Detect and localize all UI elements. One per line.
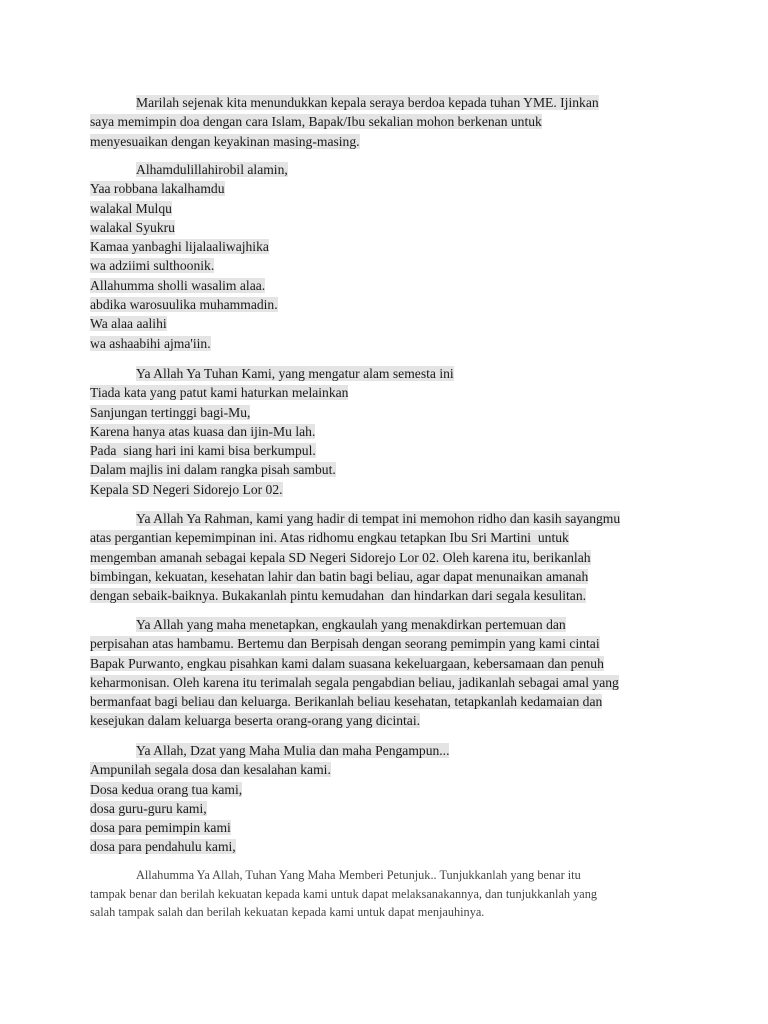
paragraph-line: Dosa kedua orang tua kami, (90, 781, 243, 797)
paragraph-guidance (90, 866, 690, 922)
paragraph-line: mengemban amanah sebagai kepala SD Negeri Sidorejo Lor 02. Oleh karena itu, berikanlah (90, 549, 591, 565)
paragraph-line: perpisahan atas hambamu. Bertemu dan Berpisah dengan seorang pemimpin yang kami cintai (90, 636, 600, 652)
paragraph-line: Ya Allah Ya Rahman, kami yang hadir di tempat ini memohon ridho dan kasih sayangmu (136, 511, 621, 526)
paragraph-line: wa ashaabihi ajma'iin. (90, 335, 211, 351)
paragraph-line: atas pergantian kepemimpinan ini. Atas ridhomu engkau tetapkan Ibu Sri Martini untuk (90, 530, 569, 546)
paragraph-line: Wa alaa aalihi (90, 316, 167, 332)
paragraph-line: bimbingan, kekuatan, kesehatan lahir dan batin bagi beliau, agar dapat menunaikan amanah (90, 568, 589, 584)
paragraph-lord-of-universe (90, 364, 690, 499)
paragraph-line: Ya Allah Ya Tuhan Kami, yang mengatur alam semesta ini (136, 366, 454, 381)
paragraph-line: Kamaa yanbaghi lijalaaliwajhika (90, 239, 269, 255)
paragraph-line: bermanfaat bagi beliau dan keluarga. Berikanlah beliau kesehatan, tetapkanlah kedamaian dan (90, 694, 603, 710)
paragraph-line: Ya Allah, Dzat yang Maha Mulia dan maha Pengampun... (136, 743, 450, 758)
paragraph-line: Allahumma Ya Allah, Tuhan Yang Maha Memberi Petunjuk.. Tunjukkanlah yang benar itu (136, 868, 581, 882)
paragraph-line: Bapak Purwanto, engkau pisahkan kami dalam suasana kekeluargaan, kebersamaan dan penuh (90, 655, 604, 671)
paragraph-line: Marilah sejenak kita menundukkan kepala seraya berdoa kepada tuhan YME. Ijinkan (136, 95, 599, 110)
paragraph-line: wa adziimi sulthoonik. (90, 258, 215, 274)
paragraph-line: Dalam majlis ini dalam rangka pisah sambut. (90, 462, 336, 478)
paragraph-line: walakal Mulqu (90, 200, 172, 216)
paragraph-line: Pada siang hari ini kami bisa berkumpul. (90, 443, 316, 459)
paragraph-opening-invitation (90, 93, 690, 151)
paragraph-line: saya memimpin doa dengan cara Islam, Bapak/Ibu sekalian mohon berkenan untuk (90, 114, 542, 130)
paragraph-line: Allahumma sholli wasalim alaa. (90, 277, 266, 293)
paragraph-new-leadership (90, 509, 690, 605)
paragraph-line: Ya Allah yang maha menetapkan, engkaulah yang menakdirkan pertemuan dan (136, 617, 566, 632)
paragraph-forgiveness (90, 741, 690, 857)
paragraph-line: tampak benar dan berilah kekuatan kepada kami untuk dapat melaksanakannya, dan tunjukkanlah yang (90, 886, 598, 901)
paragraph-line: dosa para pendahulu kami, (90, 839, 236, 855)
paragraph-farewell (90, 615, 690, 731)
paragraph-line: kesejukan dalam keluarga beserta orang-orang yang dicintai. (90, 713, 421, 729)
paragraph-line: Sanjungan tertinggi bagi-Mu, (90, 404, 251, 420)
paragraph-line: keharmonisan. Oleh karena itu terimalah segala pengabdian beliau, jadikanlah sebagai amal yang (90, 674, 619, 690)
paragraph-line: salah tampak salah dan berilah kekuatan kepada kami untuk dapat menjauhinya. (90, 905, 485, 920)
paragraph-line: Alhamdulillahirobil alamin, (136, 162, 288, 177)
paragraph-line: abdika warosuulika muhammadin. (90, 297, 278, 313)
paragraph-line: Yaa robbana lakalhamdu (90, 181, 225, 197)
paragraph-line: Kepala SD Negeri Sidorejo Lor 02. (90, 481, 283, 497)
paragraph-line: dosa guru-guru kami, (90, 800, 207, 816)
paragraph-line: walakal Syukru (90, 219, 175, 235)
paragraph-line: Tiada kata yang patut kami haturkan melainkan (90, 385, 349, 401)
paragraph-line: Ampunilah segala dosa dan kesalahan kami. (90, 762, 331, 778)
paragraph-line: dengan sebaik-baiknya. Bukakanlah pintu kemudahan dan hindarkan dari segala kesulitan. (90, 588, 587, 604)
paragraph-arabic-praise (90, 160, 690, 353)
paragraph-line: Karena hanya atas kuasa dan ijin-Mu lah. (90, 423, 316, 439)
paragraph-line: menyesuaikan dengan keyakinan masing-masing. (90, 133, 360, 149)
paragraph-line: dosa para pemimpin kami (90, 820, 231, 836)
